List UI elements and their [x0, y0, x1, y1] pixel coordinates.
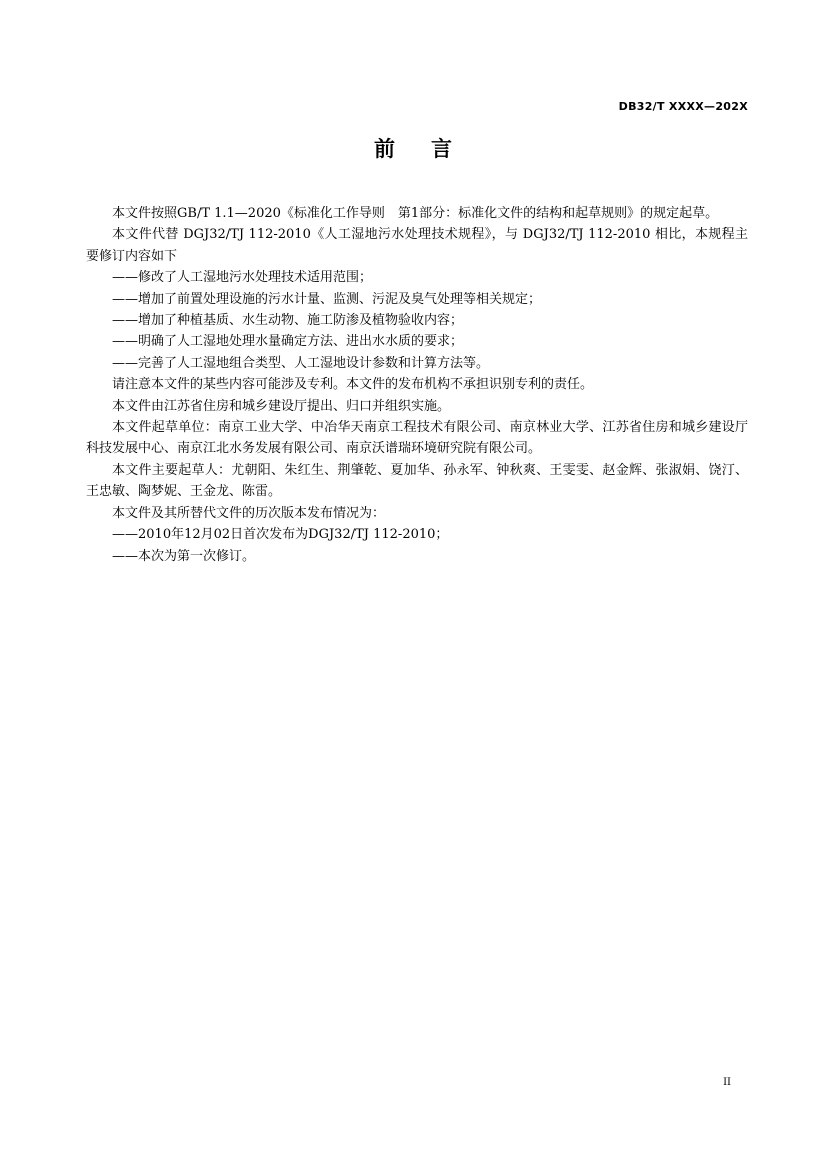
paragraph-drafters: 本文件主要起草人：尤朝阳、朱红生、荆肇乾、夏加华、孙永军、钟秋爽、王雯雯、赵金辉、张淑娟、饶汀、王忠敏、陶梦妮、王金龙、陈雷。: [86, 462, 748, 500]
revision-item: ——完善了人工湿地组合类型、人工湿地设计参数和计算方法等。: [112, 355, 490, 371]
history-item: ——2010年12月02日首次发布为DGJ32/TJ 112-2010；: [112, 527, 449, 543]
page-number: II: [723, 1077, 731, 1088]
document-code: DB32/T XXXX—202X: [618, 100, 748, 113]
paragraph-drafting-units: 本文件起草单位：南京工业大学、中冶华天南京工程技术有限公司、南京林业大学、江苏省住房和城乡建设厅科技发展中心、南京江北水务发展有限公司、南京沃谱瑞环境研究院有限公司。: [86, 420, 748, 457]
paragraph-history-intro: 本文件及其所替代文件的历次版本发布情况为：: [112, 505, 386, 521]
paragraph-proposer: 本文件由江苏省住房和城乡建设厅提出、归口并组织实施。: [112, 398, 451, 414]
paragraph-drafting-basis: 本文件按照GB/T 1.1—2020《标准化工作导则 第1部分：标准化文件的结构和起草规则》的规定起草。: [112, 206, 719, 221]
revision-item: ——修改了人工湿地污水处理技术适用范围；: [112, 270, 373, 286]
history-item: ——本次为第一次修订。: [112, 548, 256, 564]
revision-item: ——增加了前置处理设施的污水计量、监测、污泥及臭气处理等相关规定；: [112, 291, 542, 307]
paragraph-replacement: 本文件代替 DGJ32/TJ 112-2010《人工湿地污水处理技术规程》，与 DGJ32/TJ 112-2010 相比，本规程主要修订内容如下: [86, 227, 748, 264]
document-body: [86, 203, 748, 567]
revision-item: ——增加了种植基质、水生动物、施工防渗及植物验收内容；: [112, 313, 464, 329]
page-title: 前言: [374, 137, 488, 161]
revision-item: ——明确了人工湿地处理水量确定方法、进出水水质的要求；: [112, 334, 464, 350]
paragraph-patent-notice: 请注意本文件的某些内容可能涉及专利。本文件的发布机构不承担识别专利的责任。: [112, 377, 594, 393]
